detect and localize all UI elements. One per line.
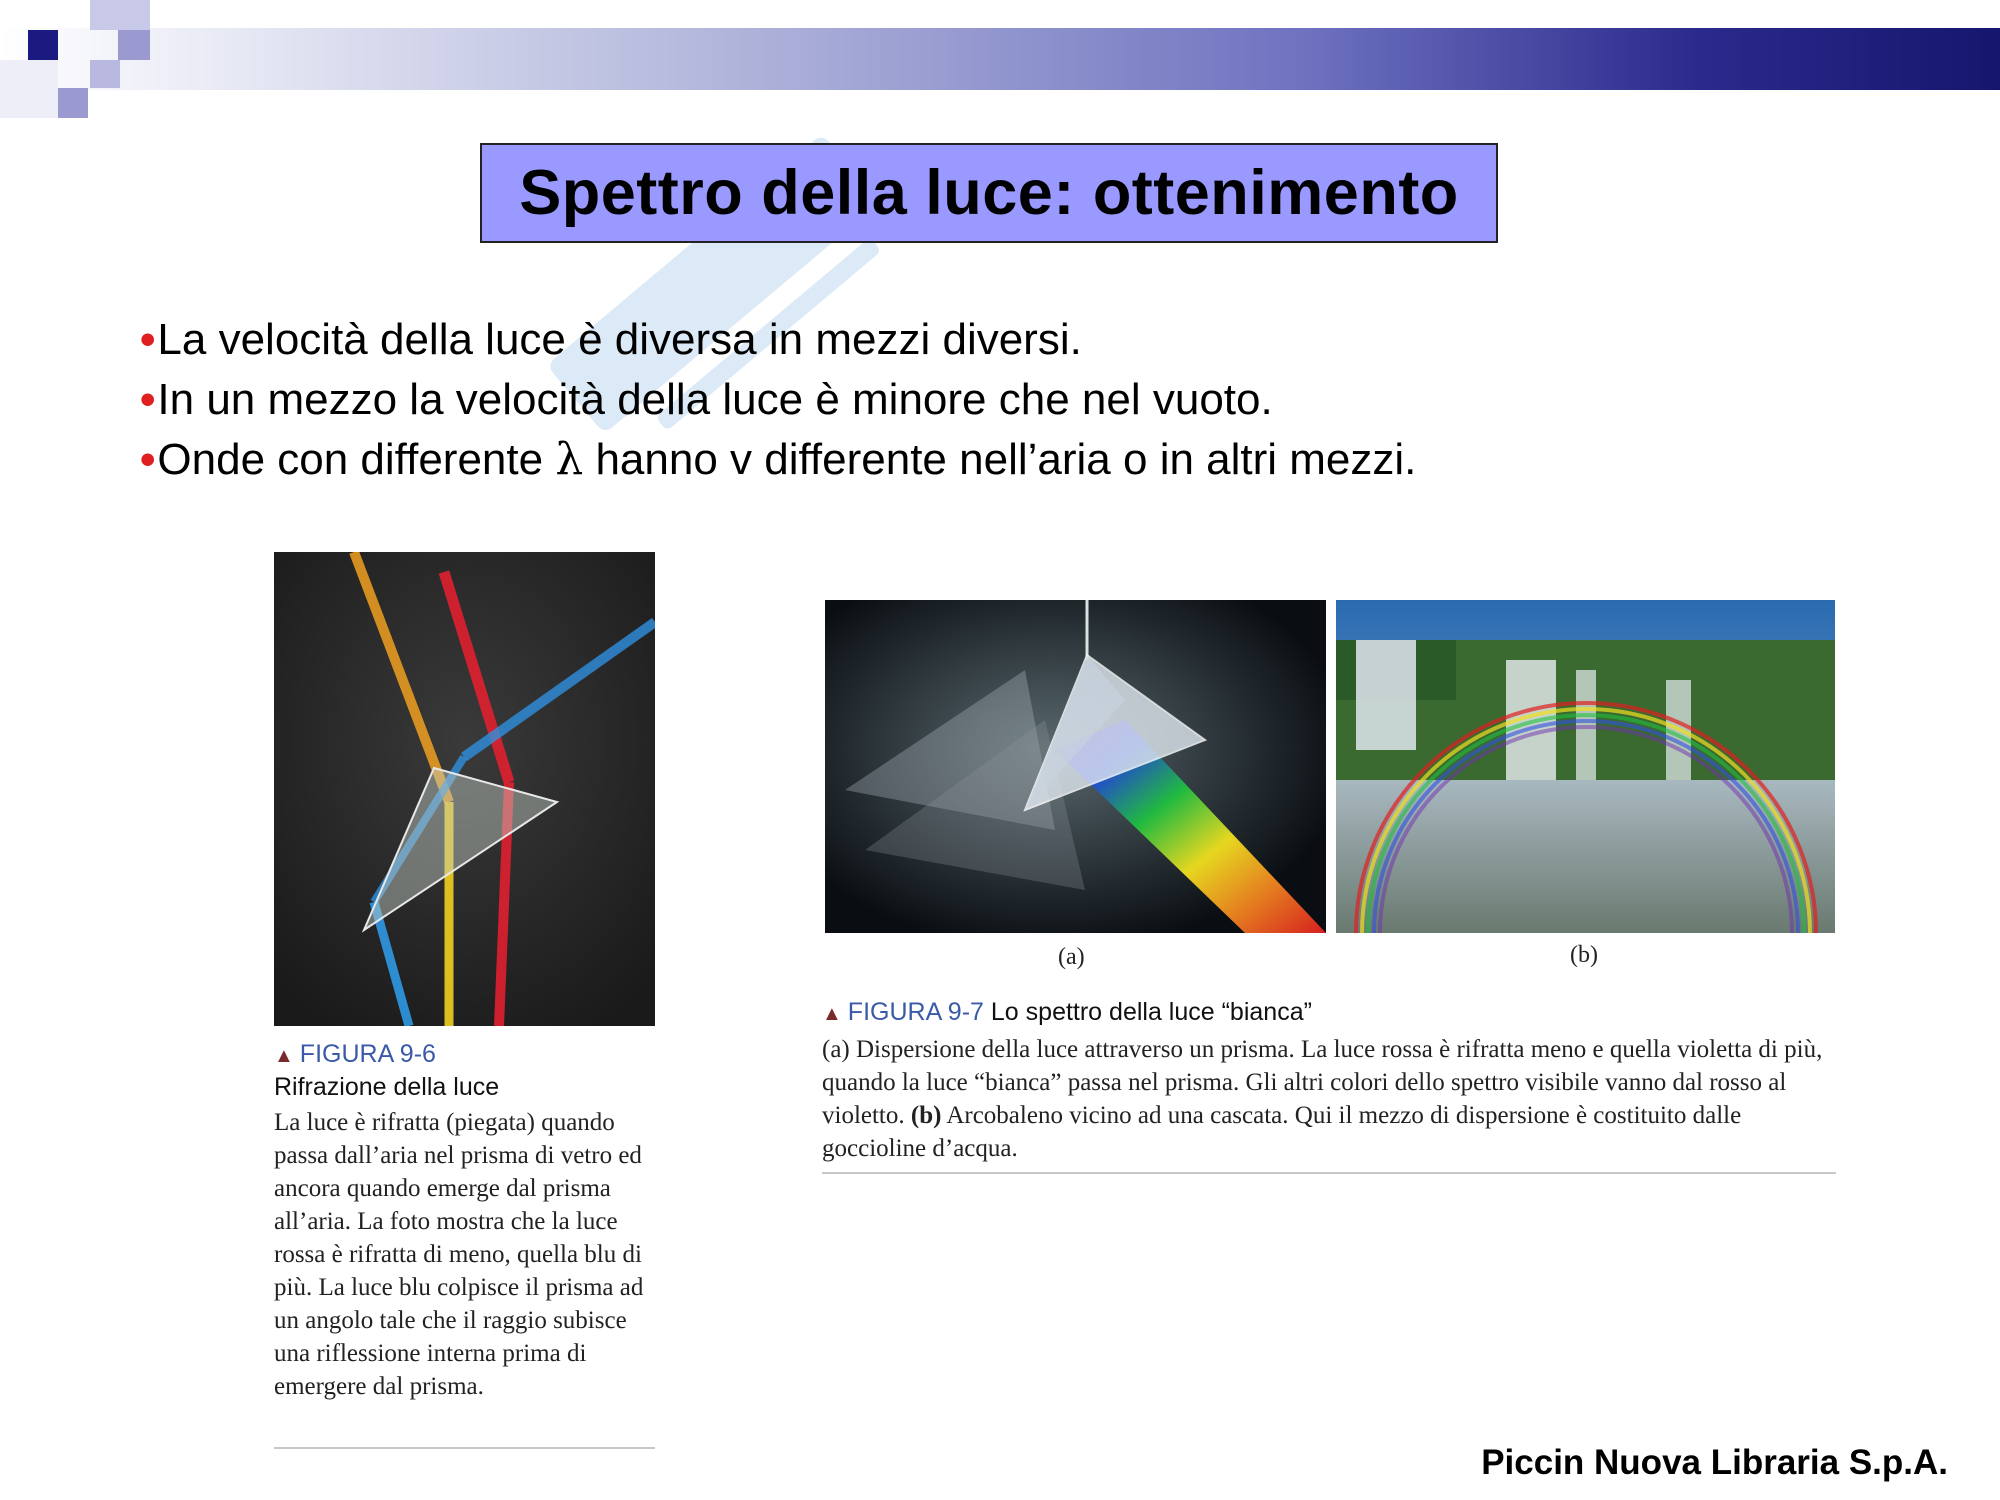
publisher-footer: Piccin Nuova Libraria S.p.A. (1481, 1443, 1948, 1482)
bullet-marker: • (140, 375, 156, 424)
bullet-marker: • (140, 435, 156, 484)
bullet-item (140, 370, 1940, 430)
header-gradient-bar (0, 28, 2000, 90)
figure-9-7-title: Lo spettro della luce “bianca” (990, 998, 1312, 1026)
triangle-marker-icon: ▲ (822, 1003, 842, 1025)
header-square-light (90, 0, 150, 30)
lambda-symbol: λ (555, 434, 584, 485)
bullet-text-after: hanno v differente nell’aria o in altri mezzi. (583, 435, 1417, 484)
figure-9-7-label: FIGURA 9-7 (847, 998, 984, 1026)
bullet-text: La velocità della luce è diversa in mezzi diversi. (157, 315, 1082, 364)
bullet-marker: • (140, 315, 156, 364)
body-b-text: Arcobaleno vicino ad una cascata. Qui il mezzo di dispersione è costituito dalle goccioline d’acqua. (822, 1102, 1742, 1162)
bullet-text: In un mezzo la velocità della luce è minore che nel vuoto. (157, 375, 1273, 424)
subfigure-b-label: (b) (1570, 942, 1598, 968)
bullet-item (140, 430, 1940, 490)
slide-title: Spettro della luce: ottenimento (519, 158, 1459, 228)
figure-9-7-rule (822, 1172, 1836, 1174)
header-square-mid (118, 30, 150, 60)
figure-9-7-body (822, 1033, 1842, 1165)
subfigure-a-label: (a) (1058, 944, 1085, 970)
figure-9-6-title: Rifrazione della luce (274, 1073, 500, 1101)
header-square-mid2 (90, 60, 120, 88)
rainbow-waterfall-photo (1336, 600, 1835, 933)
body-b-label: (b) (910, 1102, 942, 1129)
bullet-list (140, 310, 1940, 490)
slide-title-box (480, 143, 1498, 243)
figure-9-7-caption (822, 998, 1842, 1165)
figure-9-6-body: La luce è rifratta (piegata) quando passa dall’aria nel prisma di vetro ed ancora quando emerge dal prisma all’aria. La foto mostra che la luce rossa è rifratta di meno, quella blu di più. La luce blu colpisce il prisma ad un angolo tale che il raggio subisce una riflessione interna prima di emergere dal prisma. (274, 1109, 644, 1400)
figure-9-6-label: FIGURA 9-6 (299, 1040, 436, 1068)
bullet-text: Onde con differente (157, 435, 556, 484)
figure-9-6-caption (274, 1040, 654, 1403)
bullet-item (140, 310, 1940, 370)
header-square-small (58, 88, 88, 118)
header-square-dark (28, 30, 58, 60)
figure-9-6-rule (274, 1447, 655, 1449)
header-square-pale (0, 60, 58, 118)
body-a-text: Dispersione della luce attraverso un prisma. La luce rossa è rifratta meno e quella violetta di più, quando la luce “bianca” passa nel prisma. Gli altri colori dello spettro visibile vanno dal rosso al violetto. (822, 1036, 1823, 1129)
body-a-label: (a) (822, 1036, 850, 1063)
triangle-marker-icon: ▲ (274, 1045, 294, 1067)
prism-dispersion-photo (825, 600, 1326, 933)
prism-refraction-photo (274, 552, 655, 1026)
